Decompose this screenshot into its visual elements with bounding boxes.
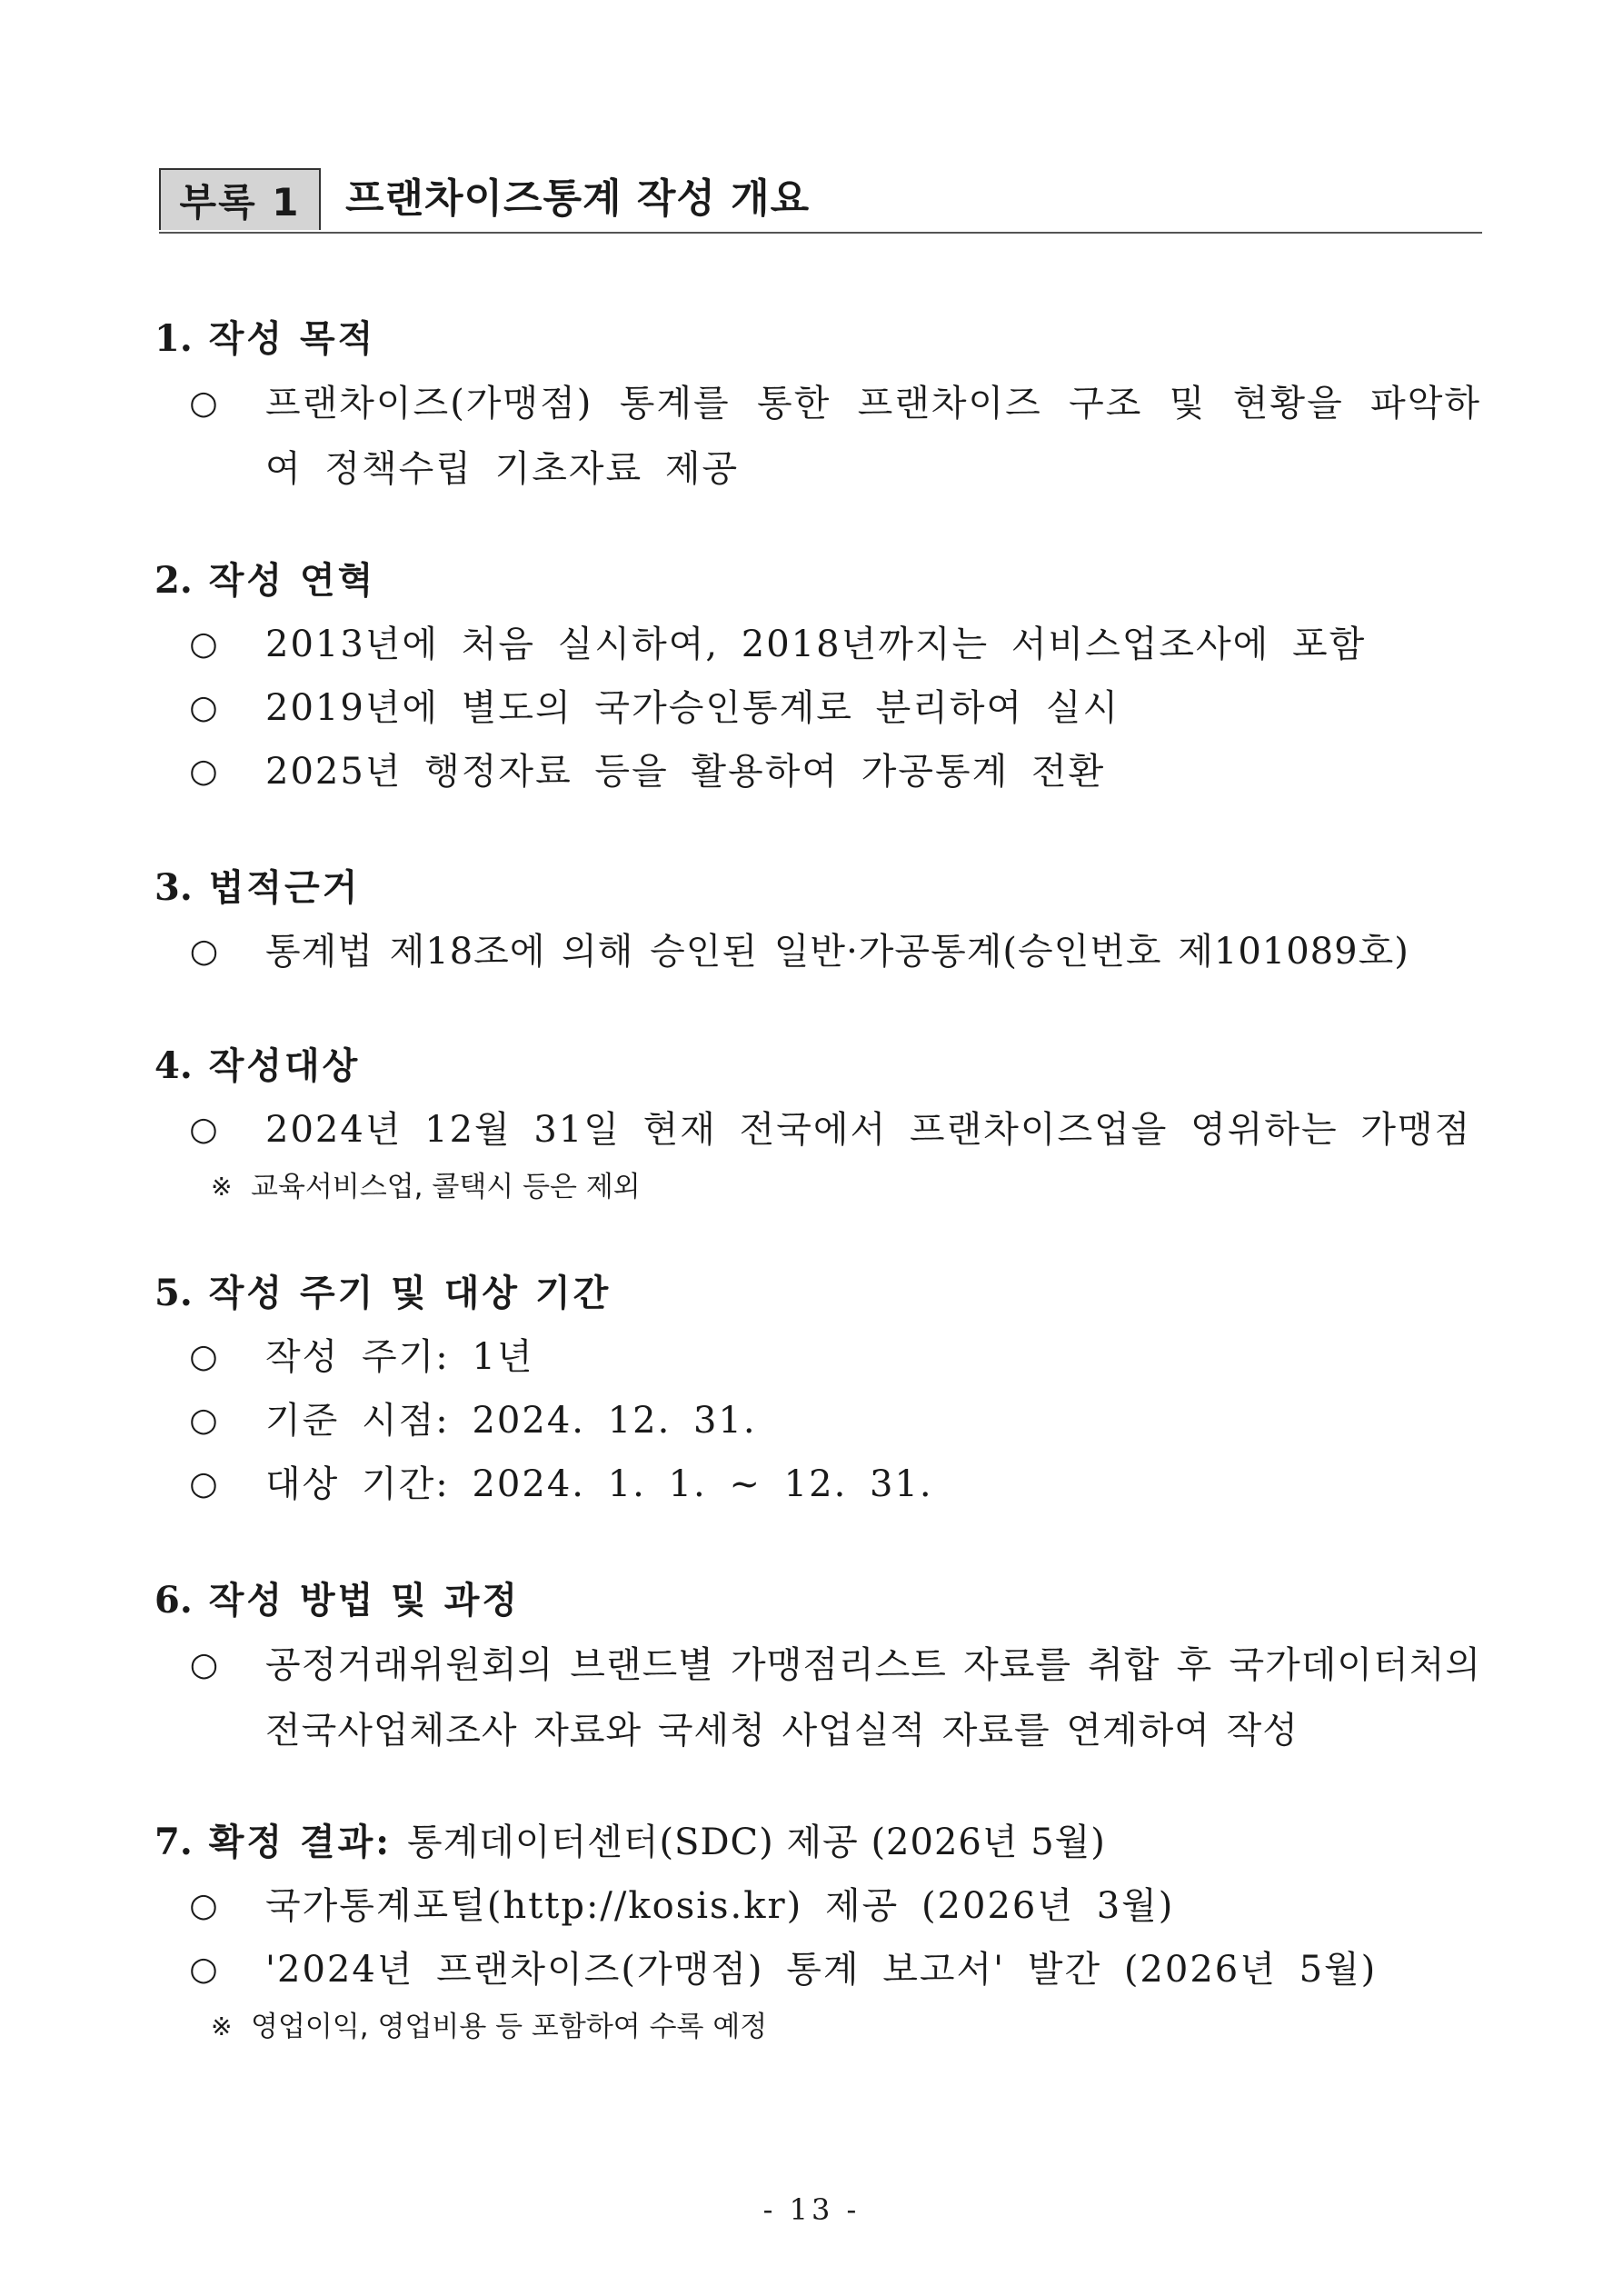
section-legal-basis	[154, 856, 1481, 983]
section-heading: 6. 작성 방법 및 과정	[154, 1579, 521, 1622]
footnote: ※ 교육서비스업, 콜택시 등은 제외	[211, 1162, 1481, 1213]
circle-bullet-icon: ○	[189, 1338, 220, 1375]
page-title: 프랜차이즈통계 작성 개요	[345, 175, 811, 222]
section-heading: 4. 작성대상	[154, 1044, 361, 1087]
circle-bullet-icon: ○	[189, 1887, 220, 1924]
list-item: ○ 기준 시점: 2024. 12. 31.	[182, 1389, 1481, 1452]
reference-mark-icon: ※	[211, 1172, 233, 1202]
section-heading: 1. 작성 목적	[154, 317, 376, 360]
circle-bullet-icon: ○	[189, 1402, 220, 1439]
results-availability: 통계데이터센터(SDC) 제공 (2026년 5월)	[406, 1822, 1106, 1863]
list-item: ○ 2024년 12월 31일 현재 전국에서 프랜차이즈업을 영위하는 가맹점	[182, 1098, 1481, 1162]
section-heading: 3. 법적근거	[154, 866, 361, 909]
appendix-heading	[159, 168, 1482, 234]
circle-bullet-icon: ○	[189, 689, 220, 726]
page-number: - 13 -	[762, 2192, 861, 2227]
list-item: ○ 통계법 제18조에 의해 승인된 일반·가공통계(승인번호 제101089호)	[182, 920, 1481, 983]
section-heading: 5. 작성 주기 및 대상 기간	[154, 1272, 612, 1314]
circle-bullet-icon: ○	[189, 1951, 220, 1988]
circle-bullet-icon: ○	[189, 753, 220, 790]
list-item: ○ 대상 기간: 2024. 1. 1. ~ 12. 31.	[182, 1452, 1481, 1516]
reference-mark-icon: ※	[211, 2011, 233, 2041]
section-heading: 7. 확정 결과: 통계데이터센터(SDC) 제공 (2026년 5월)	[154, 1821, 1106, 1863]
section-results	[154, 1811, 1481, 2052]
section-method	[154, 1569, 1481, 1763]
section-period	[154, 1262, 1481, 1516]
list-item: ○ 2025년 행정자료 등을 활용하여 가공통계 전환	[182, 740, 1481, 804]
circle-bullet-icon: ○	[189, 384, 220, 422]
list-item: ○ 작성 주기: 1년	[182, 1325, 1481, 1389]
circle-bullet-icon: ○	[189, 933, 220, 970]
section-heading: 2. 작성 연혁	[154, 559, 376, 602]
circle-bullet-icon: ○	[189, 1646, 220, 1683]
circle-bullet-icon: ○	[189, 1465, 220, 1502]
list-item: ○ 프랜차이즈(가맹점) 통계를 통한 프랜차이즈 구조 및 현황을 파악하여 정책수립 기초자료 제공	[182, 371, 1481, 502]
section-target	[154, 1034, 1481, 1213]
circle-bullet-icon: ○	[189, 625, 220, 663]
section-purpose	[154, 307, 1481, 502]
list-item: ○ 공정거래위원회의 브랜드별 가맹점리스트 자료를 취합 후 국가데이터처의 전국사업체조사 자료와 국세청 사업실적 자료를 연계하여 작성	[182, 1632, 1481, 1763]
list-item: ○ 국가통계포털(http://kosis.kr) 제공 (2026년 3월)	[182, 1874, 1481, 1938]
appendix-label: 부록 1	[159, 168, 321, 230]
footnote: ※ 영업이익, 영업비용 등 포함하여 수록 예정	[211, 2002, 1481, 2052]
list-item: ○ '2024년 프랜차이즈(가맹점) 통계 보고서' 발간 (2026년 5월)	[182, 1938, 1481, 2002]
list-item: ○ 2013년에 처음 실시하여, 2018년까지는 서비스업조사에 포함	[182, 613, 1481, 676]
circle-bullet-icon: ○	[189, 1111, 220, 1148]
list-item: ○ 2019년에 별도의 국가승인통계로 분리하여 실시	[182, 676, 1481, 740]
section-history	[154, 549, 1481, 804]
